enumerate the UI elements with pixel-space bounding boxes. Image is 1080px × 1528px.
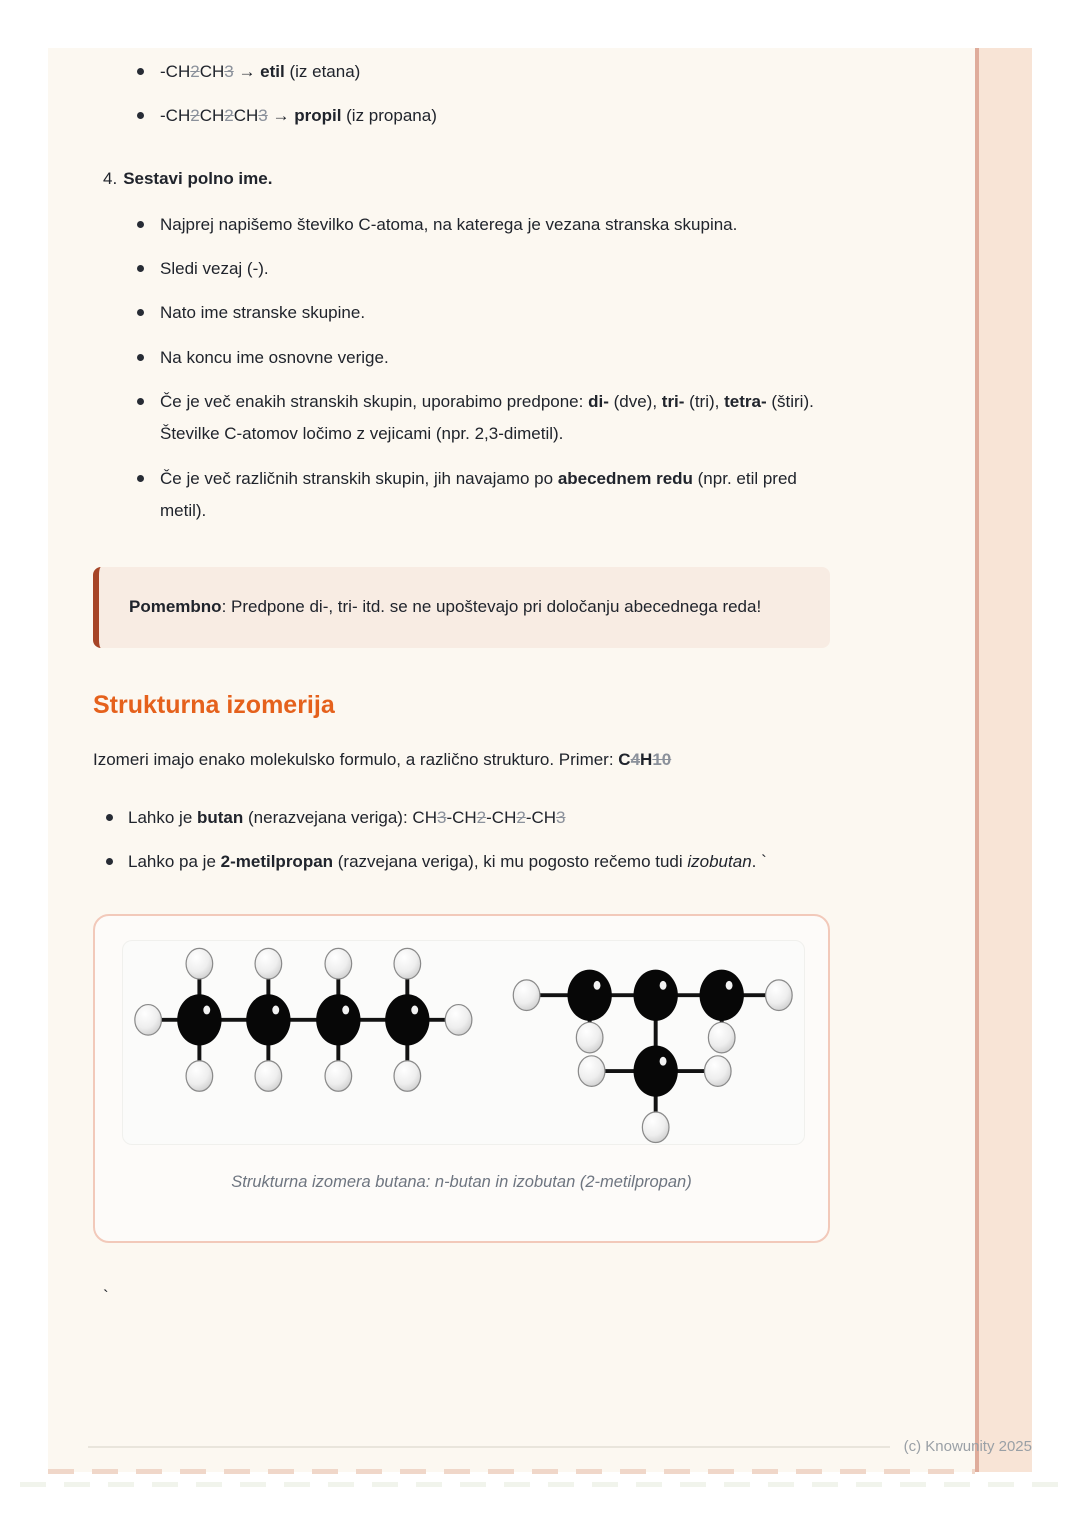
isomer-list <box>93 802 830 879</box>
list-item-text: Če je več različnih stranskih skupin, jih navajamo po abecednem redu (npr. etil pred metil). <box>160 468 797 520</box>
molecule-models-illustration <box>123 941 804 1145</box>
bullet-icon <box>137 221 144 228</box>
list-item <box>93 100 830 132</box>
list-item <box>93 297 830 329</box>
list-item-text: Lahko pa je 2-metilpropan (razvejana veriga), ki mu pogosto rečemo tudi izobutan. ` <box>128 852 767 872</box>
list-item <box>93 846 830 878</box>
list-item-text: -CH2CH3 → etil (iz etana) <box>160 62 361 81</box>
page-footer <box>88 1438 1032 1455</box>
notes-page <box>48 48 975 1472</box>
bullet-icon <box>137 265 144 272</box>
bullet-icon <box>137 475 144 482</box>
section-intro: Izomeri imajo enako molekulsko formulo, a različno strukturo. Primer: C4H10 <box>93 749 672 769</box>
molecule-n-butan <box>135 949 472 1092</box>
list-item <box>93 209 830 241</box>
callout-text: Pomembno: Predpone di-, tri- itd. se ne upoštevajo pri določanju abecednega reda! <box>129 597 762 617</box>
numbered-step <box>103 163 830 195</box>
list-item-text: Na koncu ime osnovne verige. <box>160 347 389 367</box>
list-item <box>93 342 830 374</box>
page-edge-strip <box>975 48 1032 1472</box>
important-callout <box>93 567 830 647</box>
list-item <box>93 56 830 88</box>
bullet-icon <box>106 814 113 821</box>
list-item-text: Nato ime stranske skupine. <box>160 303 366 323</box>
list-item-text: Najprej napišemo številko C-atoma, na katerega je vezana stranska skupina. <box>160 214 738 234</box>
list-item-text: Če je več enakih stranskih skupin, uporabimo predpone: di- (dve), tri- (tri), tetra- (štiri). Številke C-atomov ločimo z vejicami (npr. 2,3-dimetil). <box>160 392 814 444</box>
bullet-icon <box>106 858 113 865</box>
stray-backtick: ` <box>103 1286 109 1306</box>
bullet-icon <box>137 112 144 119</box>
substituent-list <box>93 56 830 133</box>
list-item <box>93 463 830 528</box>
section-heading: Strukturna izomerija <box>93 690 335 719</box>
list-item-text: Lahko je butan (nerazvejana veriga): CH3-CH2-CH2-CH3 <box>128 807 566 827</box>
step-title: Sestavi polno ime. <box>123 168 273 188</box>
list-item <box>93 802 830 834</box>
list-item-text: -CH2CH2CH3 → propil (iz propana) <box>160 106 437 126</box>
page-tear-dashes <box>20 1482 1060 1487</box>
bullet-icon <box>137 398 144 405</box>
list-item-text: Sledi vezaj (-). <box>160 259 269 279</box>
molecule-izobutan <box>513 970 792 1143</box>
step-number: 4. <box>103 168 118 188</box>
bullet-icon <box>137 68 144 75</box>
bullet-icon <box>137 354 144 361</box>
bullet-icon <box>137 309 144 316</box>
step-sublist <box>93 209 830 527</box>
page-content <box>48 48 975 1307</box>
copyright-text: (c) Knowunity 2025 <box>903 1438 1032 1455</box>
footer-divider <box>88 1446 890 1448</box>
molecule-image <box>122 940 805 1145</box>
list-item <box>93 253 830 285</box>
list-item <box>93 386 830 451</box>
figure-card <box>93 914 830 1242</box>
figure-caption: Strukturna izomera butana: n-butan in izobutan (2-metilpropan) <box>231 1173 692 1192</box>
